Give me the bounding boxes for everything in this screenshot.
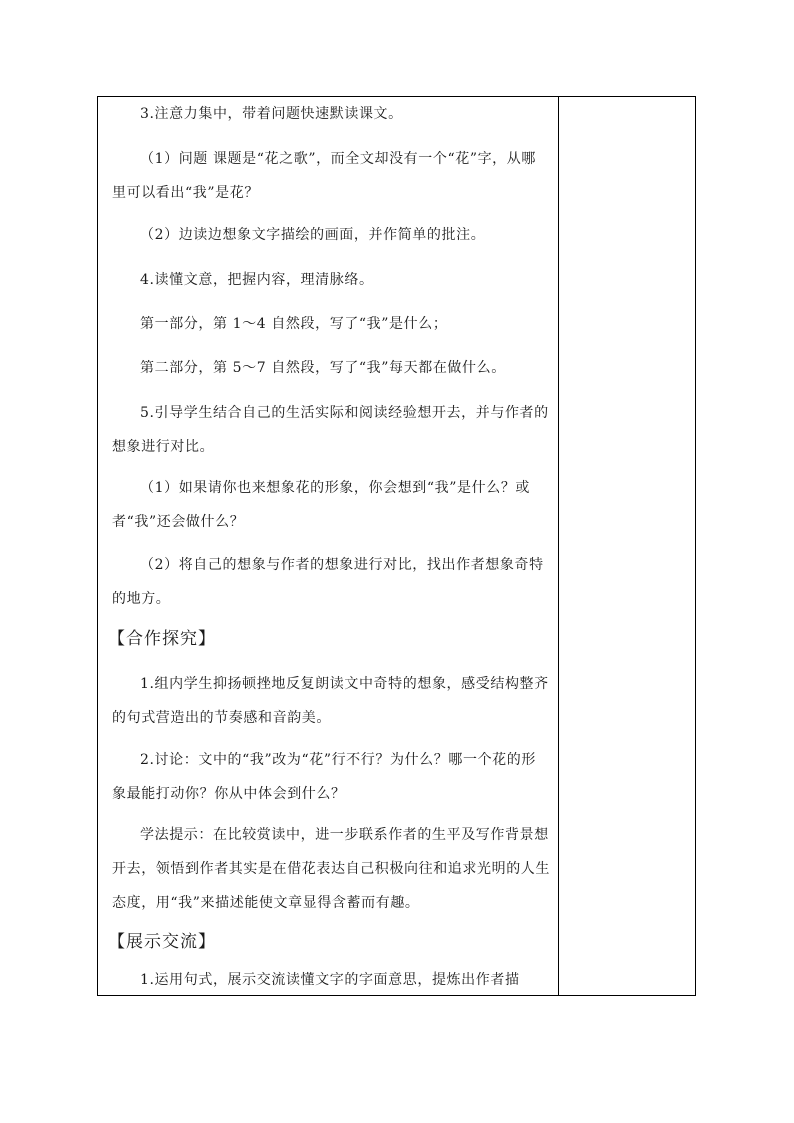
display-item-1: 1.运用句式，展示交流读懂文字的字面意思，提炼出作者描 [140, 972, 520, 988]
lesson-table [97, 96, 696, 996]
imagine-question-2: （2）将自己的想象与作者的想象进行对比，找出作者想象奇特的地方。 [112, 557, 544, 607]
section-heading-display: 【展示交流】 [108, 932, 216, 952]
cooperate-item-1: 1.组内学生抑扬顿挫地反复朗读文中奇特的想象，感受结构整齐的句式营造出的节奏感和音韵美。 [112, 676, 549, 726]
part-2-paragraph: 第二部分，第 5～7 自然段，写了“我”每天都在做什么。 [140, 360, 506, 376]
step-3-paragraph: 3.注意力集中，带着问题快速默读课文。 [140, 106, 403, 122]
part-1-paragraph: 第一部分，第 1～4 自然段，写了“我”是什么； [140, 316, 448, 332]
section-heading-cooperative: 【合作探究】 [108, 629, 216, 649]
cooperate-item-2: 2.讨论：文中的“我”改为“花”行不行？为什么？哪一个花的形象最能打动你？你从中体会到什么？ [112, 752, 536, 802]
imagine-question-1: （1）如果请你也来想象花的形象，你会想到“我”是什么？或者“我”还会做什么？ [112, 480, 531, 530]
notes-column [559, 97, 695, 995]
step-4-paragraph: 4.读懂文意，把握内容，理清脉络。 [140, 272, 374, 288]
content-column [98, 97, 558, 995]
question-2-paragraph: （2）边读边想象文字描绘的画面，并作简单的批注。 [140, 227, 486, 243]
study-tip-paragraph: 学法提示：在比较赏读中，进一步联系作者的生平及写作背景想开去，领悟到作者其实是在借花表达自己积极向往和追求光明的人生态度，用“我”来描述能使文章显得含蓄而有趣。 [112, 827, 550, 911]
step-5-paragraph: 5.引导学生结合自己的生活实际和阅读经验想开去，并与作者的想象进行对比。 [112, 405, 549, 455]
question-1-paragraph: （1）问题 课题是“花之歌”，而全文却没有一个“花”字，从哪里可以看出“我”是花？ [112, 151, 536, 201]
